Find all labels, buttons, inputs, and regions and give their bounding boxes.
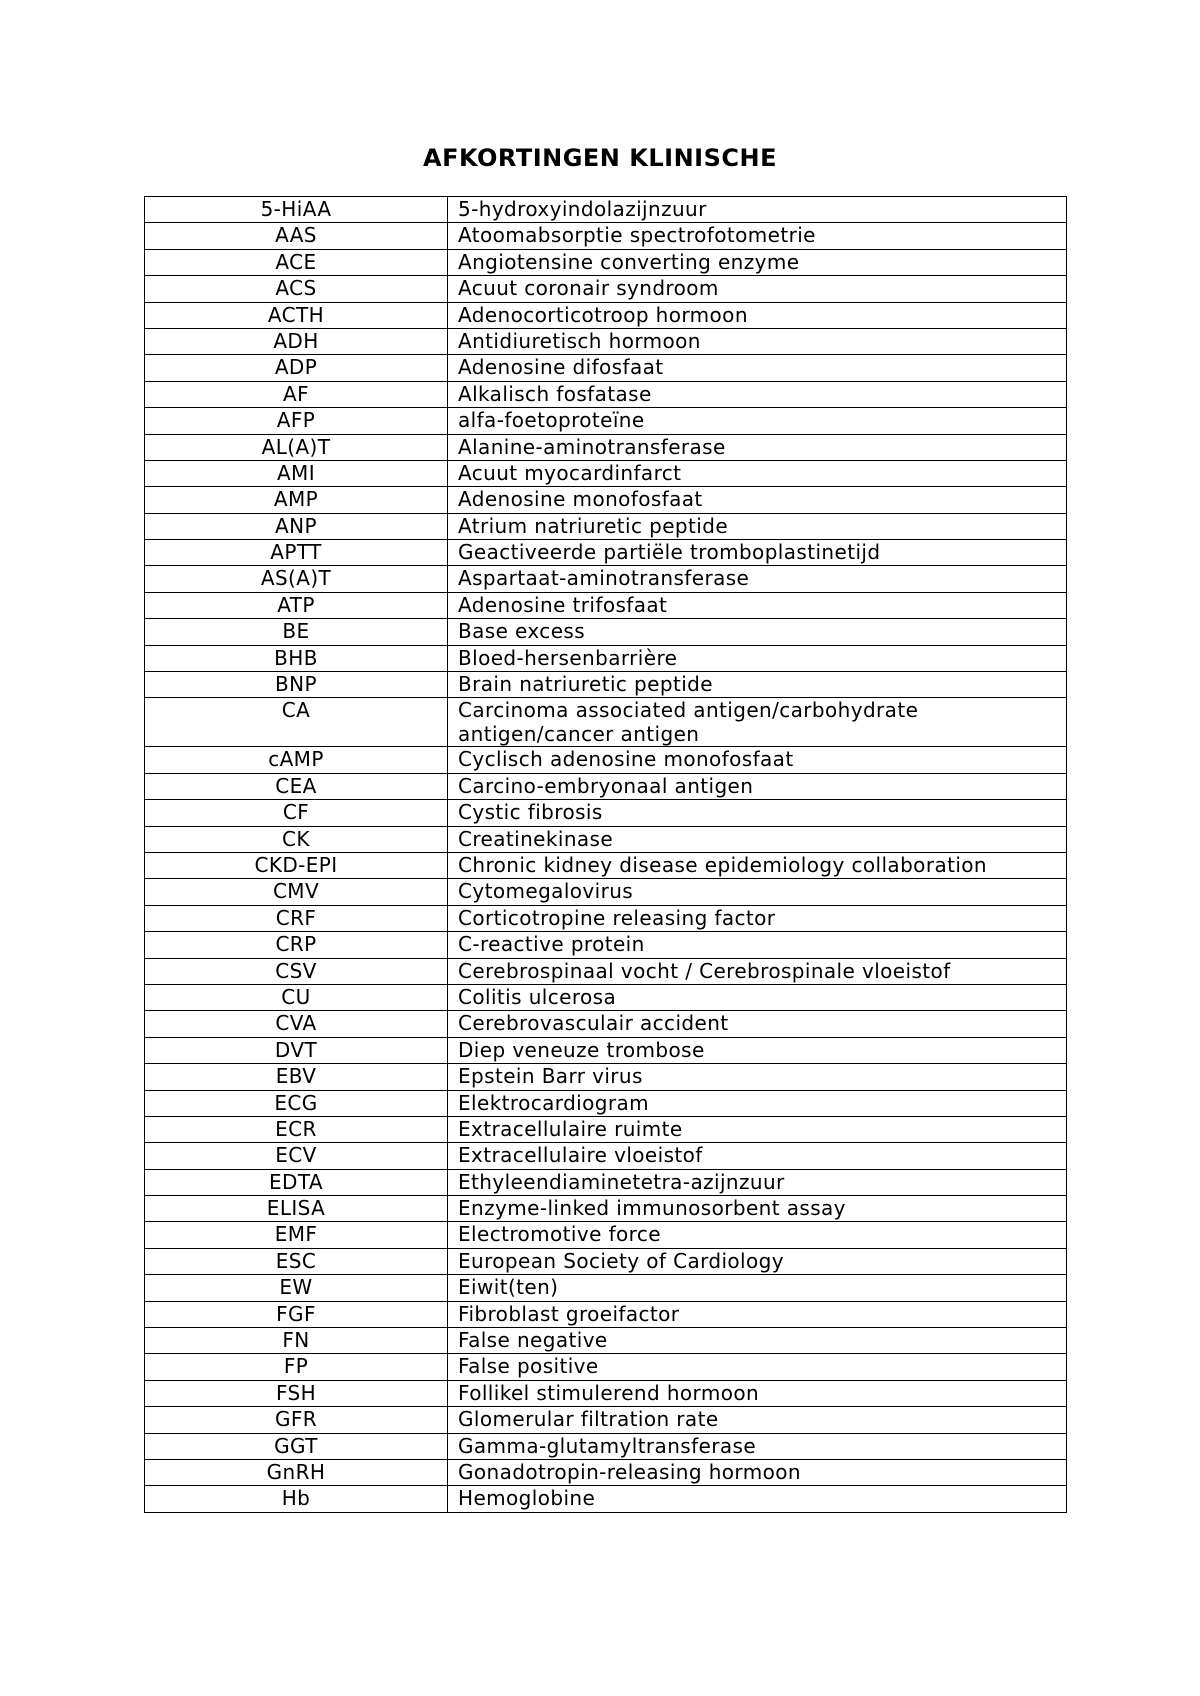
abbreviation-cell: EMF — [145, 1222, 448, 1248]
table-row — [145, 434, 1067, 460]
abbreviation-cell: ACTH — [145, 302, 448, 328]
table-row — [145, 879, 1067, 905]
meaning-cell: Hemoglobine — [448, 1486, 1067, 1512]
table-row — [145, 381, 1067, 407]
abbreviation-cell: EW — [145, 1275, 448, 1301]
meaning-cell: Acuut myocardinfarct — [448, 460, 1067, 486]
meaning-cell: Fibroblast groeifactor — [448, 1301, 1067, 1327]
table-row — [145, 302, 1067, 328]
table-row — [145, 747, 1067, 773]
abbreviation-cell: AMP — [145, 487, 448, 513]
meaning-cell: Cytomegalovirus — [448, 879, 1067, 905]
abbreviation-cell: ADP — [145, 355, 448, 381]
meaning-cell: Ethyleendiaminetetra-azijnzuur — [448, 1169, 1067, 1195]
table-row — [145, 1486, 1067, 1512]
table-row — [145, 1354, 1067, 1380]
table-row — [145, 672, 1067, 698]
table-row — [145, 460, 1067, 486]
table-row — [145, 905, 1067, 931]
table-row — [145, 566, 1067, 592]
table-row — [145, 800, 1067, 826]
abbreviation-cell: ADH — [145, 328, 448, 354]
meaning-cell: 5-hydroxyindolazijnzuur — [448, 197, 1067, 223]
abbreviation-cell: AAS — [145, 223, 448, 249]
table-row — [145, 826, 1067, 852]
table-row — [145, 1196, 1067, 1222]
table-row — [145, 223, 1067, 249]
meaning-cell: Adenosine monofosfaat — [448, 487, 1067, 513]
abbreviation-cell: AFP — [145, 408, 448, 434]
table-row — [145, 1301, 1067, 1327]
abbreviation-cell: ESC — [145, 1248, 448, 1274]
abbreviation-cell: FSH — [145, 1380, 448, 1406]
table-row — [145, 645, 1067, 671]
abbreviation-cell: ECG — [145, 1090, 448, 1116]
meaning-cell: Extracellulaire ruimte — [448, 1116, 1067, 1142]
table-row — [145, 619, 1067, 645]
meaning-cell: Diep veneuze trombose — [448, 1037, 1067, 1063]
abbreviation-cell: ECR — [145, 1116, 448, 1142]
meaning-cell: Gonadotropin-releasing hormoon — [448, 1459, 1067, 1485]
meaning-cell: Carcino-embryonaal antigen — [448, 773, 1067, 799]
abbreviation-cell: CK — [145, 826, 448, 852]
meaning-cell: Bloed-hersenbarrière — [448, 645, 1067, 671]
table-row — [145, 487, 1067, 513]
table-row — [145, 1380, 1067, 1406]
page-title: AFKORTINGEN KLINISCHE — [423, 144, 777, 172]
meaning-cell: Adenosine difosfaat — [448, 355, 1067, 381]
abbreviation-cell: CF — [145, 800, 448, 826]
table-row — [145, 1037, 1067, 1063]
abbreviation-cell: CEA — [145, 773, 448, 799]
abbreviation-cell: CRP — [145, 932, 448, 958]
table-row — [145, 355, 1067, 381]
table-row — [145, 328, 1067, 354]
meaning-cell: European Society of Cardiology — [448, 1248, 1067, 1274]
abbreviation-cell: BNP — [145, 672, 448, 698]
table-row — [145, 1116, 1067, 1142]
abbreviation-cell: ACS — [145, 276, 448, 302]
abbreviation-cell: CU — [145, 984, 448, 1010]
abbreviation-cell: CA — [145, 698, 448, 747]
meaning-cell: Acuut coronair syndroom — [448, 276, 1067, 302]
abbreviation-cell: ATP — [145, 592, 448, 618]
meaning-cell: Elektrocardiogram — [448, 1090, 1067, 1116]
meaning-cell: C-reactive protein — [448, 932, 1067, 958]
table-row — [145, 276, 1067, 302]
table-row — [145, 773, 1067, 799]
table-row — [145, 1222, 1067, 1248]
table-row — [145, 958, 1067, 984]
meaning-cell: Glomerular filtration rate — [448, 1407, 1067, 1433]
table-row — [145, 1275, 1067, 1301]
meaning-cell: Cerebrovasculair accident — [448, 1011, 1067, 1037]
meaning-cell: Geactiveerde partiële tromboplastinetijd — [448, 540, 1067, 566]
meaning-cell: Colitis ulcerosa — [448, 984, 1067, 1010]
meaning-cell: Atoomabsorptie spectrofotometrie — [448, 223, 1067, 249]
table-row — [145, 852, 1067, 878]
abbreviation-cell: ECV — [145, 1143, 448, 1169]
abbreviation-cell: GFR — [145, 1407, 448, 1433]
abbreviation-cell: GnRH — [145, 1459, 448, 1485]
meaning-cell: Cystic fibrosis — [448, 800, 1067, 826]
abbreviation-cell: ANP — [145, 513, 448, 539]
abbreviation-cell: BE — [145, 619, 448, 645]
abbreviation-cell: CMV — [145, 879, 448, 905]
meaning-cell: Alkalisch fosfatase — [448, 381, 1067, 407]
meaning-cell: Cyclisch adenosine monofosfaat — [448, 747, 1067, 773]
meaning-cell: False negative — [448, 1328, 1067, 1354]
meaning-cell: Gamma-glutamyltransferase — [448, 1433, 1067, 1459]
abbreviation-cell: CSV — [145, 958, 448, 984]
table-row — [145, 540, 1067, 566]
meaning-cell: Eiwit(ten) — [448, 1275, 1067, 1301]
abbreviation-cell: EDTA — [145, 1169, 448, 1195]
table-row — [145, 1011, 1067, 1037]
table-row — [145, 1169, 1067, 1195]
meaning-cell: Antidiuretisch hormoon — [448, 328, 1067, 354]
table-row — [145, 1407, 1067, 1433]
meaning-cell: Carcinoma associated antigen/carbohydrate antigen/cancer antigen — [448, 698, 1067, 747]
meaning-cell: Aspartaat-aminotransferase — [448, 566, 1067, 592]
meaning-cell: Extracellulaire vloeistof — [448, 1143, 1067, 1169]
table-row — [145, 1433, 1067, 1459]
abbreviation-cell: CRF — [145, 905, 448, 931]
abbreviation-cell: CKD-EPI — [145, 852, 448, 878]
table-row — [145, 408, 1067, 434]
abbreviation-cell: GGT — [145, 1433, 448, 1459]
meaning-cell: Alanine-aminotransferase — [448, 434, 1067, 460]
table-row — [145, 1459, 1067, 1485]
abbreviations-table — [144, 196, 1067, 1513]
table-row — [145, 1064, 1067, 1090]
table-row — [145, 249, 1067, 275]
abbreviation-cell: CVA — [145, 1011, 448, 1037]
meaning-cell: Cerebrospinaal vocht / Cerebrospinale vloeistof — [448, 958, 1067, 984]
abbreviation-cell: BHB — [145, 645, 448, 671]
meaning-cell: Epstein Barr virus — [448, 1064, 1067, 1090]
meaning-cell: Angiotensine converting enzyme — [448, 249, 1067, 275]
meaning-cell: Creatinekinase — [448, 826, 1067, 852]
meaning-cell: Atrium natriuretic peptide — [448, 513, 1067, 539]
abbreviations-table-body — [145, 197, 1067, 1513]
table-row — [145, 698, 1067, 747]
meaning-cell: Adenosine trifosfaat — [448, 592, 1067, 618]
abbreviation-cell: AF — [145, 381, 448, 407]
meaning-cell: Follikel stimulerend hormoon — [448, 1380, 1067, 1406]
meaning-cell: Electromotive force — [448, 1222, 1067, 1248]
meaning-cell: Brain natriuretic peptide — [448, 672, 1067, 698]
table-row — [145, 932, 1067, 958]
meaning-cell: Chronic kidney disease epidemiology collaboration — [448, 852, 1067, 878]
table-row — [145, 984, 1067, 1010]
meaning-cell: False positive — [448, 1354, 1067, 1380]
abbreviation-cell: EBV — [145, 1064, 448, 1090]
meaning-cell: Enzyme-linked immunosorbent assay — [448, 1196, 1067, 1222]
table-row — [145, 1090, 1067, 1116]
abbreviation-cell: FN — [145, 1328, 448, 1354]
meaning-cell: alfa-foetoproteïne — [448, 408, 1067, 434]
table-row — [145, 1248, 1067, 1274]
meaning-cell: Corticotropine releasing factor — [448, 905, 1067, 931]
abbreviation-cell: AS(A)T — [145, 566, 448, 592]
table-row — [145, 1328, 1067, 1354]
table-row — [145, 197, 1067, 223]
abbreviation-cell: FGF — [145, 1301, 448, 1327]
meaning-cell: Adenocorticotroop hormoon — [448, 302, 1067, 328]
abbreviation-cell: AMI — [145, 460, 448, 486]
abbreviation-cell: AL(A)T — [145, 434, 448, 460]
abbreviation-cell: DVT — [145, 1037, 448, 1063]
abbreviation-cell: FP — [145, 1354, 448, 1380]
table-row — [145, 592, 1067, 618]
abbreviation-cell: ACE — [145, 249, 448, 275]
abbreviation-cell: cAMP — [145, 747, 448, 773]
table-row — [145, 1143, 1067, 1169]
abbreviation-cell: ELISA — [145, 1196, 448, 1222]
abbreviation-cell: Hb — [145, 1486, 448, 1512]
abbreviation-cell: 5-HiAA — [145, 197, 448, 223]
table-row — [145, 513, 1067, 539]
abbreviation-cell: APTT — [145, 540, 448, 566]
meaning-cell: Base excess — [448, 619, 1067, 645]
